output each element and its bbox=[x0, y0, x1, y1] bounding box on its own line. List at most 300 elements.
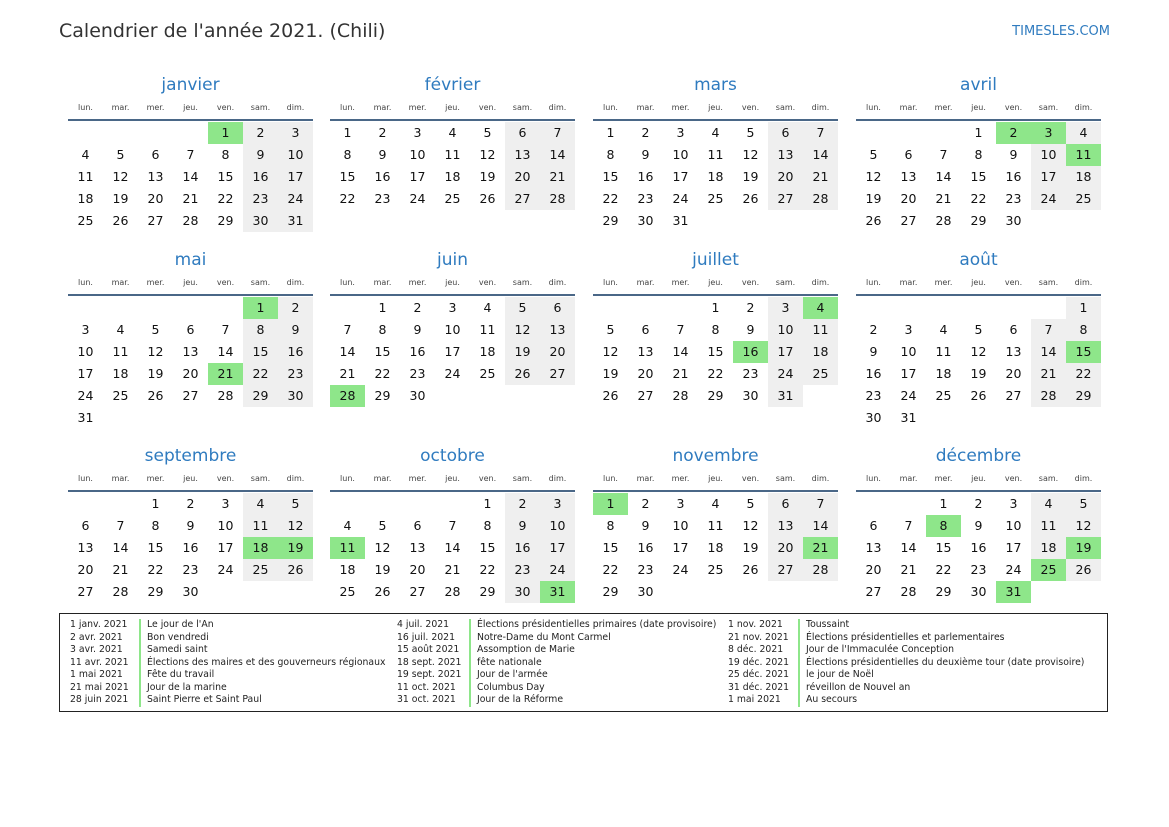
day-cell: 16 bbox=[278, 341, 313, 363]
day-cell: 9 bbox=[641, 518, 650, 533]
day-cell: 2 bbox=[869, 322, 878, 337]
day-cell: 18 bbox=[1066, 166, 1101, 188]
empty-cell bbox=[926, 407, 961, 429]
day-cell: 17 bbox=[672, 169, 689, 184]
weekday-label: sam. bbox=[1038, 278, 1059, 287]
day-cell: 4 bbox=[243, 493, 278, 515]
day-cell: 4 bbox=[939, 322, 948, 337]
weekday-label: ven. bbox=[478, 103, 497, 112]
holiday-date: 19 sept. 2021 bbox=[397, 669, 462, 680]
day-cell: 25 bbox=[1031, 559, 1066, 581]
day-cell: 21 bbox=[540, 166, 575, 188]
day-cell: 2 bbox=[278, 297, 313, 319]
weekday-label: sam. bbox=[250, 278, 271, 287]
day-cell: 8 bbox=[221, 147, 230, 162]
day-cell: 12 bbox=[505, 319, 540, 341]
day-cell: 24 bbox=[672, 562, 689, 577]
day-cell: 29 bbox=[147, 584, 164, 599]
weekday-label: lun. bbox=[340, 474, 355, 483]
day-cell: 16 bbox=[1005, 169, 1022, 184]
day-cell: 23 bbox=[505, 559, 540, 581]
day-cell: 6 bbox=[186, 322, 195, 337]
empty-cell bbox=[891, 297, 926, 319]
day-cell: 25 bbox=[479, 366, 496, 381]
day-cell: 30 bbox=[865, 410, 882, 425]
day-cell: 13 bbox=[409, 540, 426, 555]
day-cell: 19 bbox=[602, 366, 619, 381]
empty-cell bbox=[856, 122, 891, 144]
weekday-label: mar. bbox=[899, 474, 918, 483]
holiday-date: 25 déc. 2021 bbox=[728, 669, 790, 680]
day-cell: 17 bbox=[672, 540, 689, 555]
holiday-date: 31 oct. 2021 bbox=[397, 694, 456, 705]
holiday-name: le jour de Noël bbox=[798, 669, 874, 682]
empty-cell bbox=[68, 297, 103, 319]
holiday-date: 11 oct. 2021 bbox=[397, 681, 456, 693]
day-cell: 8 bbox=[1066, 319, 1101, 341]
day-cell: 9 bbox=[243, 144, 278, 166]
day-cell: 19 bbox=[970, 366, 987, 381]
day-cell: 22 bbox=[707, 366, 724, 381]
day-cell: 5 bbox=[746, 496, 755, 511]
holiday-date: 19 déc. 2021 bbox=[728, 656, 790, 668]
day-cell: 5 bbox=[483, 125, 492, 140]
holiday-name: Saint Pierre et Saint Paul bbox=[139, 694, 262, 707]
empty-cell bbox=[103, 493, 138, 515]
weekday-label: sam. bbox=[1038, 103, 1059, 112]
day-cell: 6 bbox=[869, 518, 878, 533]
day-cell: 22 bbox=[217, 191, 234, 206]
day-cell: 30 bbox=[409, 388, 426, 403]
day-cell: 11 bbox=[444, 147, 461, 162]
empty-cell bbox=[243, 407, 278, 429]
holiday-row bbox=[70, 632, 386, 645]
month-6 bbox=[330, 248, 575, 407]
day-cell: 8 bbox=[243, 319, 278, 341]
month-days-grid bbox=[330, 272, 575, 407]
day-cell: 9 bbox=[186, 518, 195, 533]
weekday-label: jeu. bbox=[708, 474, 723, 483]
day-cell: 8 bbox=[606, 518, 615, 533]
weekday-label: mer. bbox=[934, 103, 953, 112]
day-cell: 3 bbox=[278, 122, 313, 144]
weekday-label: jeu. bbox=[183, 474, 198, 483]
weekday-label: ven. bbox=[478, 474, 497, 483]
empty-cell bbox=[138, 122, 173, 144]
day-cell: 7 bbox=[939, 147, 948, 162]
empty-cell bbox=[1066, 210, 1101, 232]
holiday-name: Fête du travail bbox=[139, 669, 214, 682]
weekday-label: dim. bbox=[811, 474, 830, 483]
day-cell: 4 bbox=[711, 125, 720, 140]
day-cell: 27 bbox=[182, 388, 199, 403]
day-cell: 26 bbox=[112, 213, 129, 228]
day-cell: 9 bbox=[974, 518, 983, 533]
day-cell: 10 bbox=[1031, 144, 1066, 166]
day-cell: 29 bbox=[243, 385, 278, 407]
weekday-label: ven. bbox=[216, 103, 235, 112]
day-cell: 15 bbox=[707, 344, 724, 359]
weekday-label: dim. bbox=[1074, 278, 1093, 287]
holiday-row bbox=[397, 632, 716, 645]
day-cell: 21 bbox=[112, 562, 129, 577]
holiday-row bbox=[397, 669, 716, 682]
day-cell: 5 bbox=[378, 518, 387, 533]
day-cell: 8 bbox=[711, 322, 720, 337]
holiday-date: 11 avr. 2021 bbox=[70, 656, 129, 668]
holiday-name: Samedi saint bbox=[139, 644, 207, 657]
holiday-date: 1 janv. 2021 bbox=[70, 619, 128, 630]
weekday-label: jeu. bbox=[445, 278, 460, 287]
empty-cell bbox=[435, 493, 470, 515]
day-cell: 13 bbox=[182, 344, 199, 359]
day-cell: 1 bbox=[606, 125, 615, 140]
day-cell: 8 bbox=[483, 518, 492, 533]
day-cell: 11 bbox=[707, 518, 724, 533]
day-cell: 14 bbox=[444, 540, 461, 555]
weekday-label: ven. bbox=[1004, 278, 1023, 287]
day-cell: 10 bbox=[217, 518, 234, 533]
day-cell: 15 bbox=[217, 169, 234, 184]
holiday-name: Élections présidentielles et parlementaires bbox=[798, 632, 1005, 645]
day-cell: 31 bbox=[278, 210, 313, 232]
day-cell: 28 bbox=[1031, 385, 1066, 407]
weekday-label: sam. bbox=[250, 103, 271, 112]
month-days-grid bbox=[856, 272, 1101, 429]
day-cell: 1 bbox=[1066, 297, 1101, 319]
day-cell: 20 bbox=[900, 191, 917, 206]
day-cell: 10 bbox=[672, 147, 689, 162]
weekday-label: sam. bbox=[775, 474, 796, 483]
holiday-date: 8 déc. 2021 bbox=[728, 644, 784, 655]
empty-cell bbox=[961, 407, 996, 429]
day-cell: 19 bbox=[112, 191, 129, 206]
day-cell: 17 bbox=[444, 344, 461, 359]
holiday-date: 3 avr. 2021 bbox=[70, 644, 123, 655]
day-cell: 27 bbox=[637, 388, 654, 403]
day-cell: 28 bbox=[935, 213, 952, 228]
day-cell: 11 bbox=[803, 319, 838, 341]
day-cell: 15 bbox=[970, 169, 987, 184]
day-cell: 28 bbox=[112, 584, 129, 599]
day-cell: 29 bbox=[374, 388, 391, 403]
day-cell: 12 bbox=[602, 344, 619, 359]
day-cell: 3 bbox=[540, 493, 575, 515]
day-cell: 18 bbox=[1031, 537, 1066, 559]
holiday-row bbox=[70, 669, 386, 682]
day-cell: 8 bbox=[151, 518, 160, 533]
day-cell: 12 bbox=[147, 344, 164, 359]
weekday-label: dim. bbox=[548, 278, 567, 287]
day-cell: 13 bbox=[505, 144, 540, 166]
weekday-label: ven. bbox=[216, 474, 235, 483]
day-cell: 24 bbox=[768, 363, 803, 385]
day-cell: 11 bbox=[1066, 144, 1101, 166]
day-cell: 9 bbox=[641, 147, 650, 162]
month-name: novembre bbox=[672, 446, 759, 466]
day-cell: 5 bbox=[746, 125, 755, 140]
day-cell: 17 bbox=[1005, 540, 1022, 555]
month-7 bbox=[593, 248, 838, 407]
month-name: mars bbox=[694, 75, 737, 95]
holiday-row bbox=[397, 644, 716, 657]
day-cell: 31 bbox=[672, 213, 689, 228]
month-name: avril bbox=[960, 75, 997, 95]
day-cell: 5 bbox=[606, 322, 615, 337]
day-cell: 24 bbox=[672, 191, 689, 206]
day-cell: 18 bbox=[339, 562, 356, 577]
day-cell: 30 bbox=[637, 213, 654, 228]
month-5 bbox=[68, 248, 313, 429]
day-cell: 6 bbox=[1009, 322, 1018, 337]
day-cell: 14 bbox=[112, 540, 129, 555]
day-cell: 22 bbox=[970, 191, 987, 206]
day-cell: 29 bbox=[217, 213, 234, 228]
weekday-label: jeu. bbox=[971, 278, 986, 287]
day-cell: 8 bbox=[606, 147, 615, 162]
day-cell: 26 bbox=[278, 559, 313, 581]
day-cell: 2 bbox=[505, 493, 540, 515]
day-cell: 13 bbox=[77, 540, 94, 555]
day-cell: 21 bbox=[339, 366, 356, 381]
day-cell: 13 bbox=[768, 144, 803, 166]
holiday-row bbox=[70, 682, 386, 695]
holiday-name: Élections présidentielles primaires (date provisoire) bbox=[469, 619, 716, 632]
month-8 bbox=[856, 248, 1101, 429]
day-cell: 15 bbox=[243, 341, 278, 363]
header-rule bbox=[593, 294, 838, 296]
holiday-date: 18 sept. 2021 bbox=[397, 656, 462, 668]
day-cell: 15 bbox=[602, 169, 619, 184]
day-cell: 23 bbox=[970, 562, 987, 577]
day-cell: 1 bbox=[343, 125, 352, 140]
day-cell: 12 bbox=[479, 147, 496, 162]
day-cell: 22 bbox=[374, 366, 391, 381]
day-cell: 16 bbox=[733, 341, 768, 363]
day-cell: 7 bbox=[186, 147, 195, 162]
day-cell: 24 bbox=[409, 191, 426, 206]
day-cell: 25 bbox=[707, 562, 724, 577]
day-cell: 4 bbox=[448, 125, 457, 140]
day-cell: 4 bbox=[1066, 122, 1101, 144]
day-cell: 21 bbox=[803, 166, 838, 188]
day-cell: 6 bbox=[413, 518, 422, 533]
day-cell: 19 bbox=[742, 169, 759, 184]
day-cell: 3 bbox=[904, 322, 913, 337]
day-cell: 3 bbox=[221, 496, 230, 511]
empty-cell bbox=[68, 493, 103, 515]
day-cell: 28 bbox=[900, 584, 917, 599]
day-cell: 24 bbox=[278, 188, 313, 210]
weekday-label: sam. bbox=[775, 103, 796, 112]
day-cell: 31 bbox=[77, 410, 94, 425]
weekday-label: dim. bbox=[811, 278, 830, 287]
empty-cell bbox=[926, 297, 961, 319]
day-cell: 6 bbox=[505, 122, 540, 144]
month-days-grid bbox=[68, 468, 313, 603]
day-cell: 14 bbox=[803, 144, 838, 166]
day-cell: 26 bbox=[742, 191, 759, 206]
holiday-row bbox=[728, 632, 1084, 645]
day-cell: 9 bbox=[278, 319, 313, 341]
day-cell: 14 bbox=[672, 344, 689, 359]
month-days-grid bbox=[856, 468, 1101, 603]
weekday-label: mar. bbox=[373, 474, 392, 483]
day-cell: 5 bbox=[974, 322, 983, 337]
empty-cell bbox=[1031, 407, 1066, 429]
day-cell: 7 bbox=[803, 122, 838, 144]
holiday-row bbox=[70, 619, 386, 632]
holiday-name: Jour de la marine bbox=[139, 682, 227, 695]
holiday-row bbox=[397, 657, 716, 670]
day-cell: 25 bbox=[707, 191, 724, 206]
day-cell: 4 bbox=[803, 297, 838, 319]
day-cell: 12 bbox=[865, 169, 882, 184]
day-cell: 26 bbox=[147, 388, 164, 403]
day-cell: 28 bbox=[803, 188, 838, 210]
holiday-row bbox=[70, 644, 386, 657]
day-cell: 7 bbox=[448, 518, 457, 533]
month-days-grid bbox=[330, 468, 575, 603]
day-cell: 31 bbox=[540, 581, 575, 603]
day-cell: 7 bbox=[343, 322, 352, 337]
day-cell: 15 bbox=[147, 540, 164, 555]
day-cell: 8 bbox=[974, 147, 983, 162]
empty-cell bbox=[505, 385, 540, 407]
day-cell: 18 bbox=[707, 540, 724, 555]
empty-cell bbox=[138, 407, 173, 429]
day-cell: 25 bbox=[444, 191, 461, 206]
day-cell: 20 bbox=[505, 166, 540, 188]
empty-cell bbox=[698, 581, 733, 603]
day-cell: 30 bbox=[243, 210, 278, 232]
month-name: août bbox=[959, 250, 998, 270]
day-cell: 30 bbox=[505, 581, 540, 603]
day-cell: 20 bbox=[768, 166, 803, 188]
month-name: janvier bbox=[161, 75, 220, 95]
weekday-label: sam. bbox=[250, 474, 271, 483]
weekday-label: mer. bbox=[408, 474, 427, 483]
day-cell: 23 bbox=[637, 562, 654, 577]
weekday-label: sam. bbox=[1038, 474, 1059, 483]
holiday-name: Jour de la Réforme bbox=[469, 694, 563, 707]
day-cell: 13 bbox=[540, 319, 575, 341]
day-cell: 23 bbox=[243, 188, 278, 210]
day-cell: 27 bbox=[147, 213, 164, 228]
day-cell: 28 bbox=[182, 213, 199, 228]
day-cell: 23 bbox=[865, 388, 882, 403]
weekday-label: ven. bbox=[741, 474, 760, 483]
header-rule bbox=[68, 294, 313, 296]
day-cell: 22 bbox=[339, 191, 356, 206]
day-cell: 1 bbox=[208, 122, 243, 144]
holiday-date: 28 juin 2021 bbox=[70, 694, 129, 705]
day-cell: 27 bbox=[768, 559, 803, 581]
day-cell: 7 bbox=[904, 518, 913, 533]
day-cell: 6 bbox=[641, 322, 650, 337]
day-cell: 30 bbox=[742, 388, 759, 403]
day-cell: 27 bbox=[900, 213, 917, 228]
header-rule bbox=[593, 119, 838, 121]
holiday-row bbox=[397, 619, 716, 632]
day-cell: 23 bbox=[1005, 191, 1022, 206]
holiday-list bbox=[59, 613, 1108, 712]
day-cell: 11 bbox=[479, 322, 496, 337]
day-cell: 1 bbox=[378, 300, 387, 315]
empty-cell bbox=[768, 210, 803, 232]
day-cell: 16 bbox=[374, 169, 391, 184]
month-name: octobre bbox=[420, 446, 485, 466]
day-cell: 29 bbox=[602, 213, 619, 228]
day-cell: 15 bbox=[1066, 341, 1101, 363]
empty-cell bbox=[470, 385, 505, 407]
weekday-label: dim. bbox=[811, 103, 830, 112]
day-cell: 26 bbox=[865, 213, 882, 228]
day-cell: 24 bbox=[900, 388, 917, 403]
day-cell: 25 bbox=[243, 559, 278, 581]
empty-cell bbox=[698, 210, 733, 232]
holiday-date: 4 juil. 2021 bbox=[397, 619, 450, 630]
weekday-label: mer. bbox=[671, 278, 690, 287]
brand-link[interactable]: TIMESLES.COM bbox=[1012, 24, 1110, 39]
day-cell: 3 bbox=[81, 322, 90, 337]
weekday-label: dim. bbox=[548, 474, 567, 483]
day-cell: 9 bbox=[746, 322, 755, 337]
day-cell: 10 bbox=[278, 144, 313, 166]
weekday-label: ven. bbox=[478, 278, 497, 287]
day-cell: 27 bbox=[1005, 388, 1022, 403]
weekday-label: mar. bbox=[373, 103, 392, 112]
weekday-label: mer. bbox=[408, 103, 427, 112]
weekday-label: dim. bbox=[1074, 474, 1093, 483]
month-name: juin bbox=[437, 250, 468, 270]
holiday-row bbox=[397, 682, 716, 695]
day-cell: 12 bbox=[970, 344, 987, 359]
holiday-name: fête nationale bbox=[469, 657, 542, 670]
day-cell: 3 bbox=[1031, 122, 1066, 144]
day-cell: 10 bbox=[409, 147, 426, 162]
empty-cell bbox=[68, 122, 103, 144]
holiday-date: 1 mai 2021 bbox=[70, 669, 123, 680]
empty-cell bbox=[856, 297, 891, 319]
day-cell: 30 bbox=[1005, 213, 1022, 228]
day-cell: 1 bbox=[243, 297, 278, 319]
holiday-date: 21 nov. 2021 bbox=[728, 631, 789, 643]
day-cell: 20 bbox=[768, 537, 803, 559]
day-cell: 31 bbox=[768, 385, 803, 407]
holiday-name: Toussaint bbox=[798, 619, 849, 632]
day-cell: 27 bbox=[409, 584, 426, 599]
day-cell: 18 bbox=[444, 169, 461, 184]
day-cell: 15 bbox=[602, 540, 619, 555]
day-cell: 30 bbox=[278, 385, 313, 407]
day-cell: 10 bbox=[672, 518, 689, 533]
day-cell: 2 bbox=[186, 496, 195, 511]
day-cell: 5 bbox=[278, 493, 313, 515]
day-cell: 22 bbox=[602, 562, 619, 577]
weekday-label: sam. bbox=[512, 103, 533, 112]
day-cell: 30 bbox=[970, 584, 987, 599]
day-cell: 11 bbox=[707, 147, 724, 162]
day-cell: 5 bbox=[505, 297, 540, 319]
day-cell: 7 bbox=[221, 322, 230, 337]
header-rule bbox=[330, 119, 575, 121]
month-2 bbox=[330, 73, 575, 210]
weekday-label: lun. bbox=[78, 474, 93, 483]
day-cell: 30 bbox=[637, 584, 654, 599]
holiday-name: Jour de l'armée bbox=[469, 669, 548, 682]
empty-cell bbox=[926, 122, 961, 144]
